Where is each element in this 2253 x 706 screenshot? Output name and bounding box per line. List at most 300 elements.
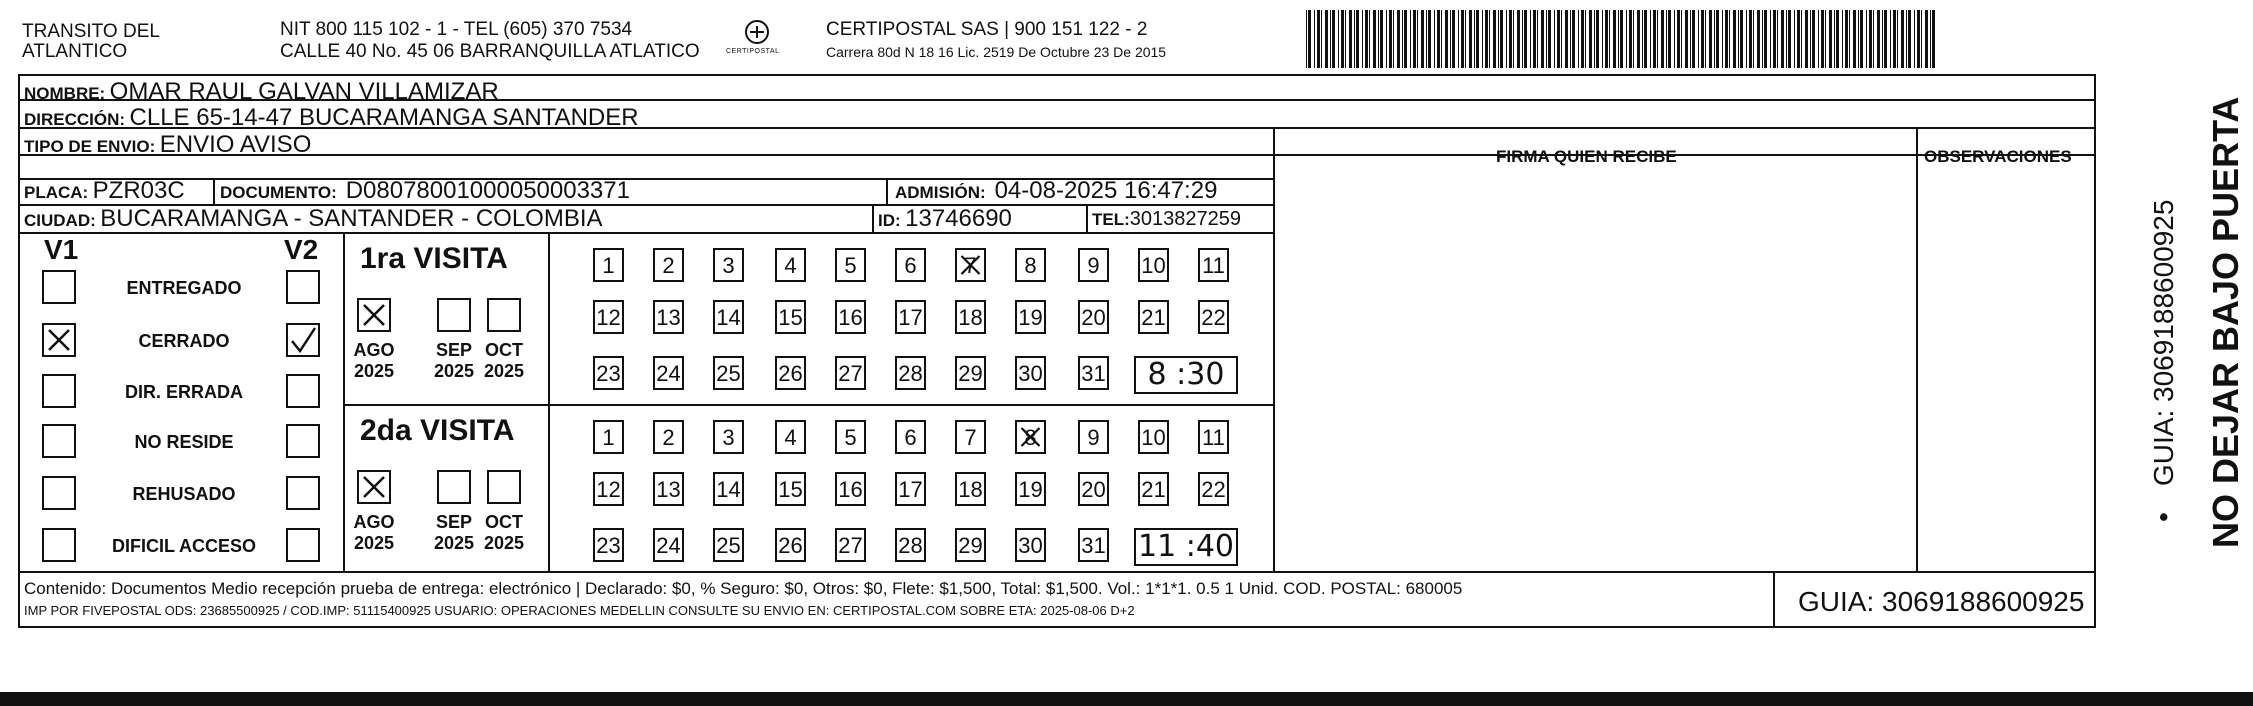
day-cell[interactable] — [1015, 248, 1046, 282]
barcode-bar — [1642, 10, 1643, 68]
x-mark-icon — [44, 325, 74, 355]
barcode-bar — [1733, 10, 1736, 68]
barcode-bar — [1893, 10, 1896, 68]
barcode-bar — [1461, 10, 1464, 68]
day-number: 13 — [656, 477, 681, 502]
day-cell[interactable] — [1198, 472, 1229, 506]
v2-checkbox[interactable] — [286, 374, 320, 408]
barcode-bar — [1596, 10, 1599, 68]
day-number: 14 — [716, 305, 741, 330]
month-year-label — [474, 512, 534, 553]
day-cell[interactable] — [593, 528, 624, 562]
barcode-bar — [1705, 10, 1706, 68]
day-number: 21 — [1141, 477, 1166, 502]
day-number: 24 — [656, 533, 681, 558]
barcode-bar — [1489, 10, 1490, 68]
day-number: 15 — [778, 477, 803, 502]
day-number: 12 — [596, 477, 621, 502]
barcode-bar — [1690, 10, 1691, 68]
barcode-bar — [1777, 10, 1778, 68]
barcode-bar — [1661, 10, 1664, 68]
month-label: AGO — [353, 340, 395, 360]
status-option-label: DIR. ERRADA — [124, 382, 243, 402]
day-cell[interactable] — [593, 420, 624, 454]
day-cell[interactable] — [713, 356, 744, 390]
documento-value: D08078001000050003371 — [345, 177, 630, 204]
day-cell[interactable] — [775, 248, 806, 282]
barcode-bar — [1650, 10, 1651, 68]
v1-checkbox[interactable] — [42, 528, 76, 562]
day-number: 2 — [662, 425, 675, 450]
day-number: 1 — [602, 425, 615, 450]
barcode-bar — [1836, 10, 1839, 68]
barcode-bar — [1781, 10, 1784, 68]
barcode-bar — [1541, 10, 1544, 68]
day-cell[interactable] — [1198, 248, 1229, 282]
barcode-bar — [1533, 10, 1536, 68]
side-bullet: • — [2148, 512, 2179, 522]
day-cell[interactable] — [895, 420, 926, 454]
barcode-bar — [1740, 10, 1743, 68]
barcode-bar — [1685, 10, 1688, 68]
day-number: 8 — [1024, 253, 1037, 278]
nombre-field — [24, 80, 499, 104]
day-number: 27 — [838, 533, 863, 558]
barcode-bar — [1476, 10, 1479, 68]
barcode-bar — [1421, 10, 1424, 68]
barcode-bar — [1714, 10, 1715, 68]
barcode-bar — [1306, 10, 1307, 68]
barcode-bar — [1869, 10, 1872, 68]
day-number: 26 — [778, 361, 803, 386]
day-number: 10 — [1141, 425, 1166, 450]
barcode-bar — [1605, 10, 1608, 68]
barcode-bar — [1677, 10, 1680, 68]
year-label: 2025 — [483, 360, 525, 381]
day-cell[interactable] — [835, 472, 866, 506]
month-checkbox[interactable] — [437, 298, 471, 332]
barcode-bar — [1925, 10, 1928, 68]
day-cell[interactable] — [955, 300, 986, 334]
tipo-field — [24, 133, 311, 157]
day-number: 5 — [844, 253, 857, 278]
visit-title: 2da VISITA — [360, 414, 515, 447]
day-number: 15 — [778, 305, 803, 330]
barcode-bar — [1788, 10, 1791, 68]
barcode-bar — [1509, 10, 1512, 68]
barcode-bar — [1770, 10, 1771, 68]
day-number: 11 — [1202, 425, 1225, 450]
barcode-bar — [1753, 10, 1754, 68]
barcode-bar — [1572, 10, 1575, 68]
day-cell[interactable] — [775, 472, 806, 506]
barcode-bar — [1653, 10, 1656, 68]
day-number: 6 — [904, 425, 917, 450]
day-cell[interactable] — [955, 420, 986, 454]
status-option-label: REHUSADO — [132, 484, 236, 504]
id-label: ID: — [878, 211, 901, 230]
day-number: 5 — [844, 425, 857, 450]
day-cell[interactable] — [895, 300, 926, 334]
barcode-bar — [1801, 10, 1802, 68]
day-number: 7 — [964, 425, 977, 450]
day-number: 7 — [964, 253, 977, 278]
day-cell[interactable] — [955, 356, 986, 390]
barcode-bar — [1674, 10, 1675, 68]
barcode-bar — [1345, 10, 1346, 68]
barcode-bar — [1469, 10, 1472, 68]
barcode-bar — [1474, 10, 1475, 68]
day-cell[interactable] — [835, 248, 866, 282]
day-number: 10 — [1141, 253, 1166, 278]
tipo-value: ENVIO AVISO — [159, 131, 312, 158]
ciudad-field — [24, 207, 603, 231]
barcode-bar — [1500, 10, 1503, 68]
barcode-bar — [1914, 10, 1915, 68]
day-cell[interactable] — [835, 300, 866, 334]
placa-value: PZR03C — [92, 177, 185, 204]
day-cell[interactable] — [593, 356, 624, 390]
day-cell[interactable] — [775, 528, 806, 562]
barcode-bar — [1917, 10, 1920, 68]
barcode-bar — [1821, 10, 1824, 68]
admision-label: ADMISIÓN: — [895, 183, 986, 202]
admision-value: 04-08-2025 16:47:29 — [994, 177, 1218, 204]
barcode — [1306, 10, 1942, 68]
day-cell[interactable] — [1198, 300, 1229, 334]
month-label: OCT — [485, 512, 523, 532]
status-option-label: DIFICIL ACCESO — [111, 536, 256, 556]
barcode-bar — [1853, 10, 1856, 68]
courier-line1: CERTIPOSTAL SAS | 900 151 122 - 2 — [826, 19, 1148, 40]
barcode-bar — [1812, 10, 1815, 68]
v1-checkbox[interactable] — [42, 270, 76, 304]
day-cell[interactable] — [653, 300, 684, 334]
direccion-value: CLLE 65-14-47 BUCARAMANGA SANTANDER — [129, 104, 639, 131]
barcode-bar — [1585, 10, 1586, 68]
barcode-bar — [1849, 10, 1850, 68]
barcode-bar — [1314, 10, 1315, 68]
barcode-bar — [1389, 10, 1392, 68]
barcode-bar — [1618, 10, 1619, 68]
barcode-bar — [1725, 10, 1728, 68]
barcode-bar — [1722, 10, 1723, 68]
barcode-bar — [1657, 10, 1658, 68]
barcode-bar — [1762, 10, 1763, 68]
day-cell[interactable] — [895, 472, 926, 506]
month-checkbox[interactable] — [437, 470, 471, 504]
day-cell[interactable] — [653, 472, 684, 506]
barcode-bar — [1386, 10, 1387, 68]
documento-label: DOCUMENTO: — [220, 183, 337, 202]
barcode-bar — [1609, 10, 1610, 68]
day-cell[interactable] — [1078, 300, 1109, 334]
side-warning: NO DEJAR BAJO PUERTA — [2205, 96, 2246, 548]
day-number: 27 — [838, 361, 863, 386]
status-option-label: NO RESIDE — [134, 432, 234, 452]
day-cell[interactable] — [713, 248, 744, 282]
month-year-label — [344, 512, 404, 553]
day-cell[interactable] — [713, 528, 744, 562]
day-cell[interactable] — [1078, 472, 1109, 506]
day-number: 21 — [1141, 305, 1166, 330]
month-label: SEP — [435, 340, 473, 360]
day-cell[interactable] — [1015, 528, 1046, 562]
visit-time[interactable]: 11 :40 — [1134, 528, 1238, 566]
barcode-bar — [1818, 10, 1819, 68]
barcode-bar — [1602, 10, 1603, 68]
barcode-bar — [1338, 10, 1339, 68]
certipostal-logo-icon — [722, 18, 792, 62]
day-cell[interactable] — [955, 528, 986, 562]
day-cell[interactable] — [653, 356, 684, 390]
barcode-bar — [1842, 10, 1843, 68]
day-cell[interactable] — [1138, 472, 1169, 506]
day-cell[interactable] — [775, 420, 806, 454]
v2-checkbox[interactable] — [286, 476, 320, 510]
barcode-bar — [1441, 10, 1442, 68]
barcode-bar — [1482, 10, 1483, 68]
day-number: 22 — [1201, 305, 1226, 330]
barcode-bar — [1764, 10, 1767, 68]
day-cell[interactable] — [895, 356, 926, 390]
firma-label: FIRMA QUIEN RECIBE — [1496, 147, 1677, 166]
barcode-bar — [1692, 10, 1695, 68]
barcode-bar — [1458, 10, 1459, 68]
barcode-bar — [1930, 10, 1931, 68]
barcode-bar — [1506, 10, 1507, 68]
day-number: 23 — [596, 361, 621, 386]
day-cell[interactable] — [1138, 300, 1169, 334]
day-number: 31 — [1081, 361, 1106, 386]
year-label: 2025 — [483, 532, 525, 553]
day-cell[interactable] — [713, 420, 744, 454]
barcode-bar — [1757, 10, 1760, 68]
day-number: 26 — [778, 533, 803, 558]
x-mark-icon — [957, 250, 984, 280]
barcode-bar — [1578, 10, 1579, 68]
barcode-bar — [1393, 10, 1394, 68]
day-cell[interactable] — [713, 472, 744, 506]
barcode-bar — [1522, 10, 1523, 68]
barcode-bar — [1908, 10, 1911, 68]
barcode-bar — [1716, 10, 1719, 68]
barcode-bar — [1709, 10, 1712, 68]
barcode-bar — [1362, 10, 1363, 68]
barcode-bar — [1773, 10, 1776, 68]
placa-label: PLACA: — [24, 183, 89, 202]
day-number: 9 — [1087, 425, 1100, 450]
day-number: 3 — [722, 425, 735, 450]
x-mark-icon — [359, 300, 389, 330]
day-number: 20 — [1081, 477, 1106, 502]
barcode-bar — [1890, 10, 1891, 68]
barcode-bar — [1445, 10, 1448, 68]
day-number: 25 — [716, 361, 741, 386]
day-cell[interactable] — [955, 472, 986, 506]
day-number: 19 — [1018, 305, 1043, 330]
barcode-bar — [1450, 10, 1451, 68]
barcode-bar — [1428, 10, 1431, 68]
barcode-bar — [1356, 10, 1359, 68]
direccion-field — [24, 106, 639, 130]
day-cell[interactable] — [1078, 420, 1109, 454]
month-label: AGO — [353, 512, 395, 532]
v1-checkbox[interactable] — [42, 323, 76, 357]
barcode-bar — [1380, 10, 1383, 68]
barcode-bar — [1613, 10, 1616, 68]
barcode-bar — [1325, 10, 1328, 68]
day-cell[interactable] — [593, 300, 624, 334]
barcode-bar — [1897, 10, 1898, 68]
barcode-bar — [1530, 10, 1531, 68]
month-checkbox[interactable] — [357, 298, 391, 332]
barcode-bar — [1858, 10, 1859, 68]
day-cell[interactable] — [1078, 528, 1109, 562]
day-cell[interactable] — [835, 356, 866, 390]
day-number: 8 — [1024, 425, 1037, 450]
day-number: 2 — [662, 253, 675, 278]
day-cell[interactable] — [1015, 472, 1046, 506]
day-number: 3 — [722, 253, 735, 278]
barcode-bar — [1794, 10, 1795, 68]
day-number: 12 — [596, 305, 621, 330]
day-cell[interactable] — [895, 528, 926, 562]
day-number: 25 — [716, 533, 741, 558]
year-label: 2025 — [353, 532, 395, 553]
tel-value: 3013827259 — [1129, 208, 1242, 230]
barcode-bar — [1373, 10, 1376, 68]
v2-checkbox[interactable] — [286, 323, 320, 357]
barcode-bar — [1637, 10, 1640, 68]
barcode-bar — [1681, 10, 1682, 68]
day-cell[interactable] — [1138, 420, 1169, 454]
barcode-bar — [1349, 10, 1352, 68]
certipostal-logo — [722, 18, 792, 62]
imp-text: IMP POR FIVEPOSTAL ODS: 23685500925 / COD.IMP: 51115400925 USUARIO: OPERACIONES MEDELLIN CONSULTE SU ENVIO EN: CERTIPOSTAL.COM SOBRE ETA: 2025-08-06 D+2 — [24, 603, 1135, 618]
issuer-line1: TRANSITO DEL — [22, 21, 160, 42]
barcode-bar — [1554, 10, 1555, 68]
year-label: 2025 — [433, 360, 475, 381]
day-cell[interactable] — [1015, 300, 1046, 334]
day-number: 17 — [898, 477, 923, 502]
barcode-bar — [1746, 10, 1747, 68]
barcode-bar — [1825, 10, 1826, 68]
day-cell[interactable] — [653, 528, 684, 562]
v1-checkbox[interactable] — [42, 476, 76, 510]
day-cell[interactable] — [955, 248, 986, 282]
v1-checkbox[interactable] — [42, 374, 76, 408]
day-cell[interactable] — [835, 528, 866, 562]
tel-field — [1092, 209, 1241, 229]
barcode-bar — [1626, 10, 1627, 68]
month-checkbox[interactable] — [487, 298, 521, 332]
day-number: 18 — [958, 305, 983, 330]
barcode-bar — [1644, 10, 1647, 68]
day-number: 18 — [958, 477, 983, 502]
barcode-bar — [1701, 10, 1704, 68]
barcode-bar — [1906, 10, 1907, 68]
day-cell[interactable] — [653, 248, 684, 282]
barcode-bar — [1330, 10, 1331, 68]
logo-text: CERTIPOSTAL — [726, 48, 780, 55]
day-cell[interactable] — [1015, 356, 1046, 390]
day-cell[interactable] — [713, 300, 744, 334]
barcode-bar — [1570, 10, 1571, 68]
day-cell[interactable] — [593, 248, 624, 282]
day-number: 13 — [656, 305, 681, 330]
barcode-bar — [1877, 10, 1880, 68]
barcode-bar — [1485, 10, 1488, 68]
footer-guia: GUIA: 3069188600925 — [1798, 586, 2085, 617]
day-cell[interactable] — [1015, 420, 1046, 454]
barcode-bar — [1341, 10, 1344, 68]
v2-checkbox[interactable] — [286, 528, 320, 562]
barcode-bar — [1565, 10, 1568, 68]
day-cell[interactable] — [653, 420, 684, 454]
v2-checkbox[interactable] — [286, 270, 320, 304]
day-cell[interactable] — [1078, 248, 1109, 282]
barcode-bar — [1465, 10, 1466, 68]
year-label: 2025 — [433, 532, 475, 553]
admision-field — [895, 179, 1217, 203]
v1-checkbox[interactable] — [42, 424, 76, 458]
barcode-bar — [1845, 10, 1848, 68]
day-number: 28 — [898, 533, 923, 558]
barcode-bar — [1805, 10, 1808, 68]
day-cell[interactable] — [1078, 356, 1109, 390]
barcode-bar — [1860, 10, 1863, 68]
day-number: 23 — [596, 533, 621, 558]
v2-checkbox[interactable] — [286, 424, 320, 458]
barcode-bar — [1537, 10, 1538, 68]
day-number: 6 — [904, 253, 917, 278]
day-number: 24 — [656, 361, 681, 386]
status-option-label: ENTREGADO — [126, 278, 242, 298]
day-cell[interactable] — [775, 356, 806, 390]
barcode-bar — [1633, 10, 1634, 68]
month-checkbox[interactable] — [487, 470, 521, 504]
barcode-bar — [1513, 10, 1514, 68]
day-cell[interactable] — [1138, 248, 1169, 282]
barcode-bar — [1786, 10, 1787, 68]
month-year-label — [474, 340, 534, 381]
barcode-bar — [1524, 10, 1527, 68]
barcode-bar — [1546, 10, 1547, 68]
barcode-bar — [1378, 10, 1379, 68]
issuer-line2: ATLANTICO — [22, 41, 128, 62]
day-number: 30 — [1018, 533, 1043, 558]
day-number: 1 — [602, 253, 615, 278]
v2-label: V2 — [284, 234, 319, 265]
barcode-bar — [1884, 10, 1887, 68]
address-line: CALLE 40 No. 45 06 BARRANQUILLA ATLATICO — [280, 41, 700, 62]
day-cell[interactable] — [775, 300, 806, 334]
day-cell[interactable] — [895, 248, 926, 282]
day-cell[interactable] — [835, 420, 866, 454]
month-checkbox[interactable] — [357, 470, 391, 504]
barcode-bar — [1321, 10, 1322, 68]
barcode-bar — [1589, 10, 1592, 68]
day-cell[interactable] — [593, 472, 624, 506]
day-number: 19 — [1018, 477, 1043, 502]
visit-time[interactable]: 8 :30 — [1134, 356, 1238, 394]
barcode-bar — [1921, 10, 1922, 68]
barcode-bar — [1317, 10, 1320, 68]
day-cell[interactable] — [1198, 420, 1229, 454]
barcode-bar — [1749, 10, 1752, 68]
day-number: 22 — [1201, 477, 1226, 502]
